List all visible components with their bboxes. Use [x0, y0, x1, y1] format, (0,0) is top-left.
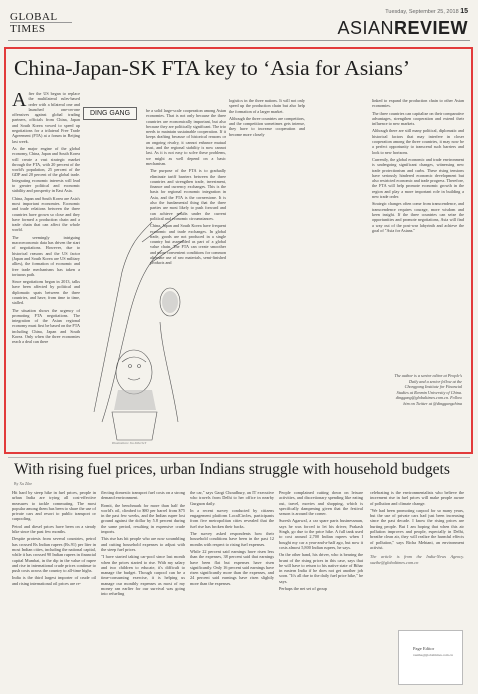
article2-column-3 — [190, 490, 274, 586]
masthead-line2: TIMES — [10, 22, 72, 34]
article1-paragraph: linked to expand the production chain to other Asian economies. — [372, 98, 464, 109]
article1-paragraph: Currently, the global economic and trade environment is undergoing significant changes, witnessing new trade protectionism and curbs. These rising tensions have seriously hindered economic development but also restricted economic and trade progress. Therefore, the FTA will help promote economic growth in the region and play a more important role in building a new trade order. — [372, 156, 465, 200]
article2-paragraph: flecting domestic transport fuel costs on a strong demand environment. — [101, 490, 185, 501]
page-number: 15 — [460, 8, 468, 15]
article1-column-1 — [12, 91, 80, 345]
article2-paragraph: Romit, the benchmark for more than half the world's oil, climbed to $80 per barrel from $75 in the past few weeks, and the Indian rupee lost ground against the dollar by 5.8 percent during the same period, resulting in expensive crude imports. — [101, 502, 185, 535]
article2-column-1 — [12, 490, 96, 586]
article1-column-3 — [229, 98, 305, 137]
article1-paragraph: The three countries can capitalize on their comparative advantages, strengthen cooperation and extend their influence to new markets. — [372, 110, 464, 127]
article2-paragraph: On the other hand, his driver, who is bearing the brunt of the rising prices in this case, says that he will have to return to his native state of Bihar in eastern India if he does not get another job soon. "It's all due to the daily fuel price hike," he says. — [279, 552, 363, 584]
page-editor-contact: xuzihe@globaltimes.com.cn — [413, 653, 453, 657]
article1-paragraph: As the major engine of the global economy, China, Japan and South Korea will create a vast strategic market through the FTA, with 20 percent of the world's population, 25 percent of the GDP and 20 percent of the global trade. Integrating economic interests will lead to greater political and economic stability and prosperity in East Asia. — [12, 145, 80, 194]
article2-paragraph: The survey asked respondents how their household conditions have been in the past 12 months with respect to rising fuel expenses. — [190, 531, 274, 547]
article2-column-2 — [101, 490, 185, 597]
article2-column-4 — [279, 490, 363, 591]
header-rule — [8, 40, 470, 41]
article2-byline: By Xu Zihe — [14, 482, 32, 486]
dateline — [385, 8, 468, 15]
article1-headline: China-Japan-SK FTA key to ‘Asia for Asians’ — [14, 56, 410, 80]
article2-source-note: The article is from the India-News Agency. xuzihe@globaltimes.com.cn — [370, 554, 464, 565]
article2-paragraph: Perhaps the net set of group — [279, 586, 327, 592]
article1-paragraph: The situation shows the urgency of promoting FTA negotiations. The integration of the Asian regional economy must first be based on the FTA including China, Japan and South Korea. Only when the three economies reach a deal can there — [12, 307, 80, 345]
article1-column-4 — [372, 98, 464, 233]
article2-paragraph: While 22 percent said earnings have risen less than the expenses, 38 percent said that earnings have been flat but expenses have risen significantly. Only 16 percent said earnings have risen significantly more than the expenses, and 24 percent said earnings have risen slightly more than the expenses. — [190, 548, 274, 586]
article2-paragraph: the car," says Gargi Choudhury, an IT executive who travels from Delhi to her office in nearby Gurgaon daily. — [190, 490, 274, 506]
article1-column-2 — [146, 108, 226, 266]
article2-paragraph: celebrating is the environmentalists who believe the increment rise in fuel prices will make people aware of pollution and climate change. — [370, 490, 464, 506]
article1-paragraph: be a solid large-scale cooperation among Asian economies. That is not only because the three countries are economically important, but also because they are politically significant. The trio needs to maintain sustainable cooperation. If it keeps drafting because of historical reasons or an ongoing rivalry, it cannot enhance mutual trust, and the regional stability is now cannot last. As it is not easy to solve these problems, we might as well depend on a basic mechanism. — [146, 108, 226, 166]
section-title — [337, 18, 468, 39]
article2-paragraph: "I have started taking car-pool since last month when the prices started to rise. With my salary and two children to educate, it's difficult to manage the budget. Though carpool can be a time-consuming exercise, it is helping us manage our monthly expenses as most of my money ran earlier for our survival was going into refueling — [101, 554, 185, 597]
article2-headline: With rising fuel prices, urban Indians struggle with household budgets — [14, 461, 450, 478]
article2-paragraph: Hit hard by steep hike in fuel prices, people in urban India are trying all cost-effective measures to tackle commuting. The most popular among them has been to share the use of private cars and resort to public transport or carpooling. — [12, 490, 96, 522]
article1-paragraph: The seemingly intriguing macroeconomic data has driven the start of negotiations. However, due to historical reasons and the US factor (Japan and South Korea are US military allies), the formation of economic and free trade mechanisms has taken a tortuous path. — [12, 234, 80, 277]
masthead-line1: GLOBAL — [10, 11, 58, 23]
article2-paragraph: This rise has hit people who are now scrambling and cutting household expenses to adjust with the steep fuel prices. — [101, 536, 185, 552]
article1-paragraph: fter the US began to replace the multilateral rules-based order with a bilateral one and launched one-on-one offensives against global trading partners, officials from China, Japan and South Korea vowed to speed up negotiations for a trilateral Free Trade Agreement (FTA) at a forum in Beijing last week. — [12, 91, 80, 144]
article2-paragraph: "We had been promoting carpool for so many years, but the use of private cars had just been increasing since the past decade. I know the rising prices are hurting people. But I am hoping that when this air pollution improves and people, especially in Delhi, breathe clean air, they will realize the harmful effects of pollution," says Richa Mehtani, an environment activist. — [370, 507, 464, 550]
author-bio: The author is a senior editor at People's Daily and a senior fellow at the Chongyang Institute for Financial Studies at Renmin University of China. dinggang@globaltimes.com.cn. Follow him on Twitter at @dinggangchina — [394, 373, 462, 406]
cartoon-caption: Illustration: Xu Zihe/GT — [112, 441, 147, 445]
article2-paragraph: In a recent survey conducted by citizens engagement platform LocalCircles, participants from five metropolitan cities revealed that the fuel rise has broken their backs. — [190, 507, 274, 529]
article2-column-5 — [370, 490, 464, 565]
article1-paragraph: China, Japan and South Korea are Asia's most important economies. Economic and trade relations between the three countries have grown so close and they have formed a production chain and a trade chain that can affect the whole world. — [12, 195, 80, 233]
date-text: Tuesday, September 25, 2018 — [385, 9, 459, 15]
article2-paragraph: Suresh Agarwal, a car spare parts businessman, says he was forced to let his driver, Prakash Singh, go due to the price hike. A full tank used to cost around 2,700 Indian rupees when I bought my car a year-and-a-half ago, but now it costs almost 5,800 Indian rupees, he says. — [279, 518, 363, 550]
drop-cap: A — [12, 89, 27, 111]
section-title-bold: REVIEW — [393, 18, 468, 38]
byline-name: DING GANG — [89, 110, 131, 117]
page-editor-box — [398, 630, 463, 685]
article2-paragraph: People complained cutting down on leisure activities, and discretionary spending like eating out, travel, movies and shopping, which is specifically dampening given that the festival season is around the corner. — [279, 490, 363, 517]
article1-paragraph: Since negotiations began in 2013, talks have been affected by political and diplomatic spats between the three countries, and have, from time to time, stalled. — [12, 279, 80, 306]
article1-paragraph: China, Japan and South Korea have frequent economic and trade exchanges. In global trade, goods are not produced in a single country but assembled as part of a global value chain. The FTA can create smoother and more convenient conditions for common alternate use of raw materials, semi-finished products and — [150, 223, 226, 266]
article2-paragraph: Petrol and diesel prices have been on a steady hike since the past few months. — [12, 523, 96, 535]
masthead-logo — [10, 12, 72, 34]
article1-paragraph: Although the three countries are competitors, and the competition sometimes gets intense, they have to increase cooperation and become more closely — [229, 115, 305, 137]
article2-paragraph: India is the third largest importer of crude oil and rising international oil prices are re- — [12, 575, 96, 586]
section-title-thin: ASIAN — [337, 18, 394, 38]
page-editor-title: Page Editor — [413, 646, 435, 651]
article2-paragraph: Despite protests from several countries, petrol has crossed Rs Indian rupees (Rs.91) per liter in most Indian cities, including the national capital, while it has crossed 90 Indian rupees in financial capital Mumbai, in the dip in the value of rupee and rise in international crude prices continue to push costs across the country to all-time highs. — [12, 536, 97, 574]
article1-paragraph: Although there are still many political, diplomatic and historical factors that may interfere in closer cooperation among the three countries, it may now be a perfect opportunity to transcend such barriers and look to new horizons. — [372, 128, 464, 155]
byline-box — [83, 107, 137, 120]
article1-paragraph: Strategic changes often come from transcendence, and transcendence requires courage, more wisdom and keen insight. If the three countries can seize the opportunities and promote negotiations, Asia will find a way out of the post-war labyrinth and achieve the goal of "Asia for Asians." — [372, 201, 464, 233]
article1-paragraph: The purpose of the FTA is to gradually eliminate tariff barriers between the three countries and strengthen trade, investment, finance and currency exchanges. This is the basis for regional economic integration in Asia, and the FTA is the cornerstone. It is also the fundamental thing that the three parties are most likely to push forward and can achieve results under the current political and economic circumstances. — [150, 168, 226, 221]
article1-paragraph: logistics in the three nations. It will not only speed up the production chain but also help the formation of a larger market. — [229, 98, 305, 114]
article-divider — [8, 457, 470, 458]
